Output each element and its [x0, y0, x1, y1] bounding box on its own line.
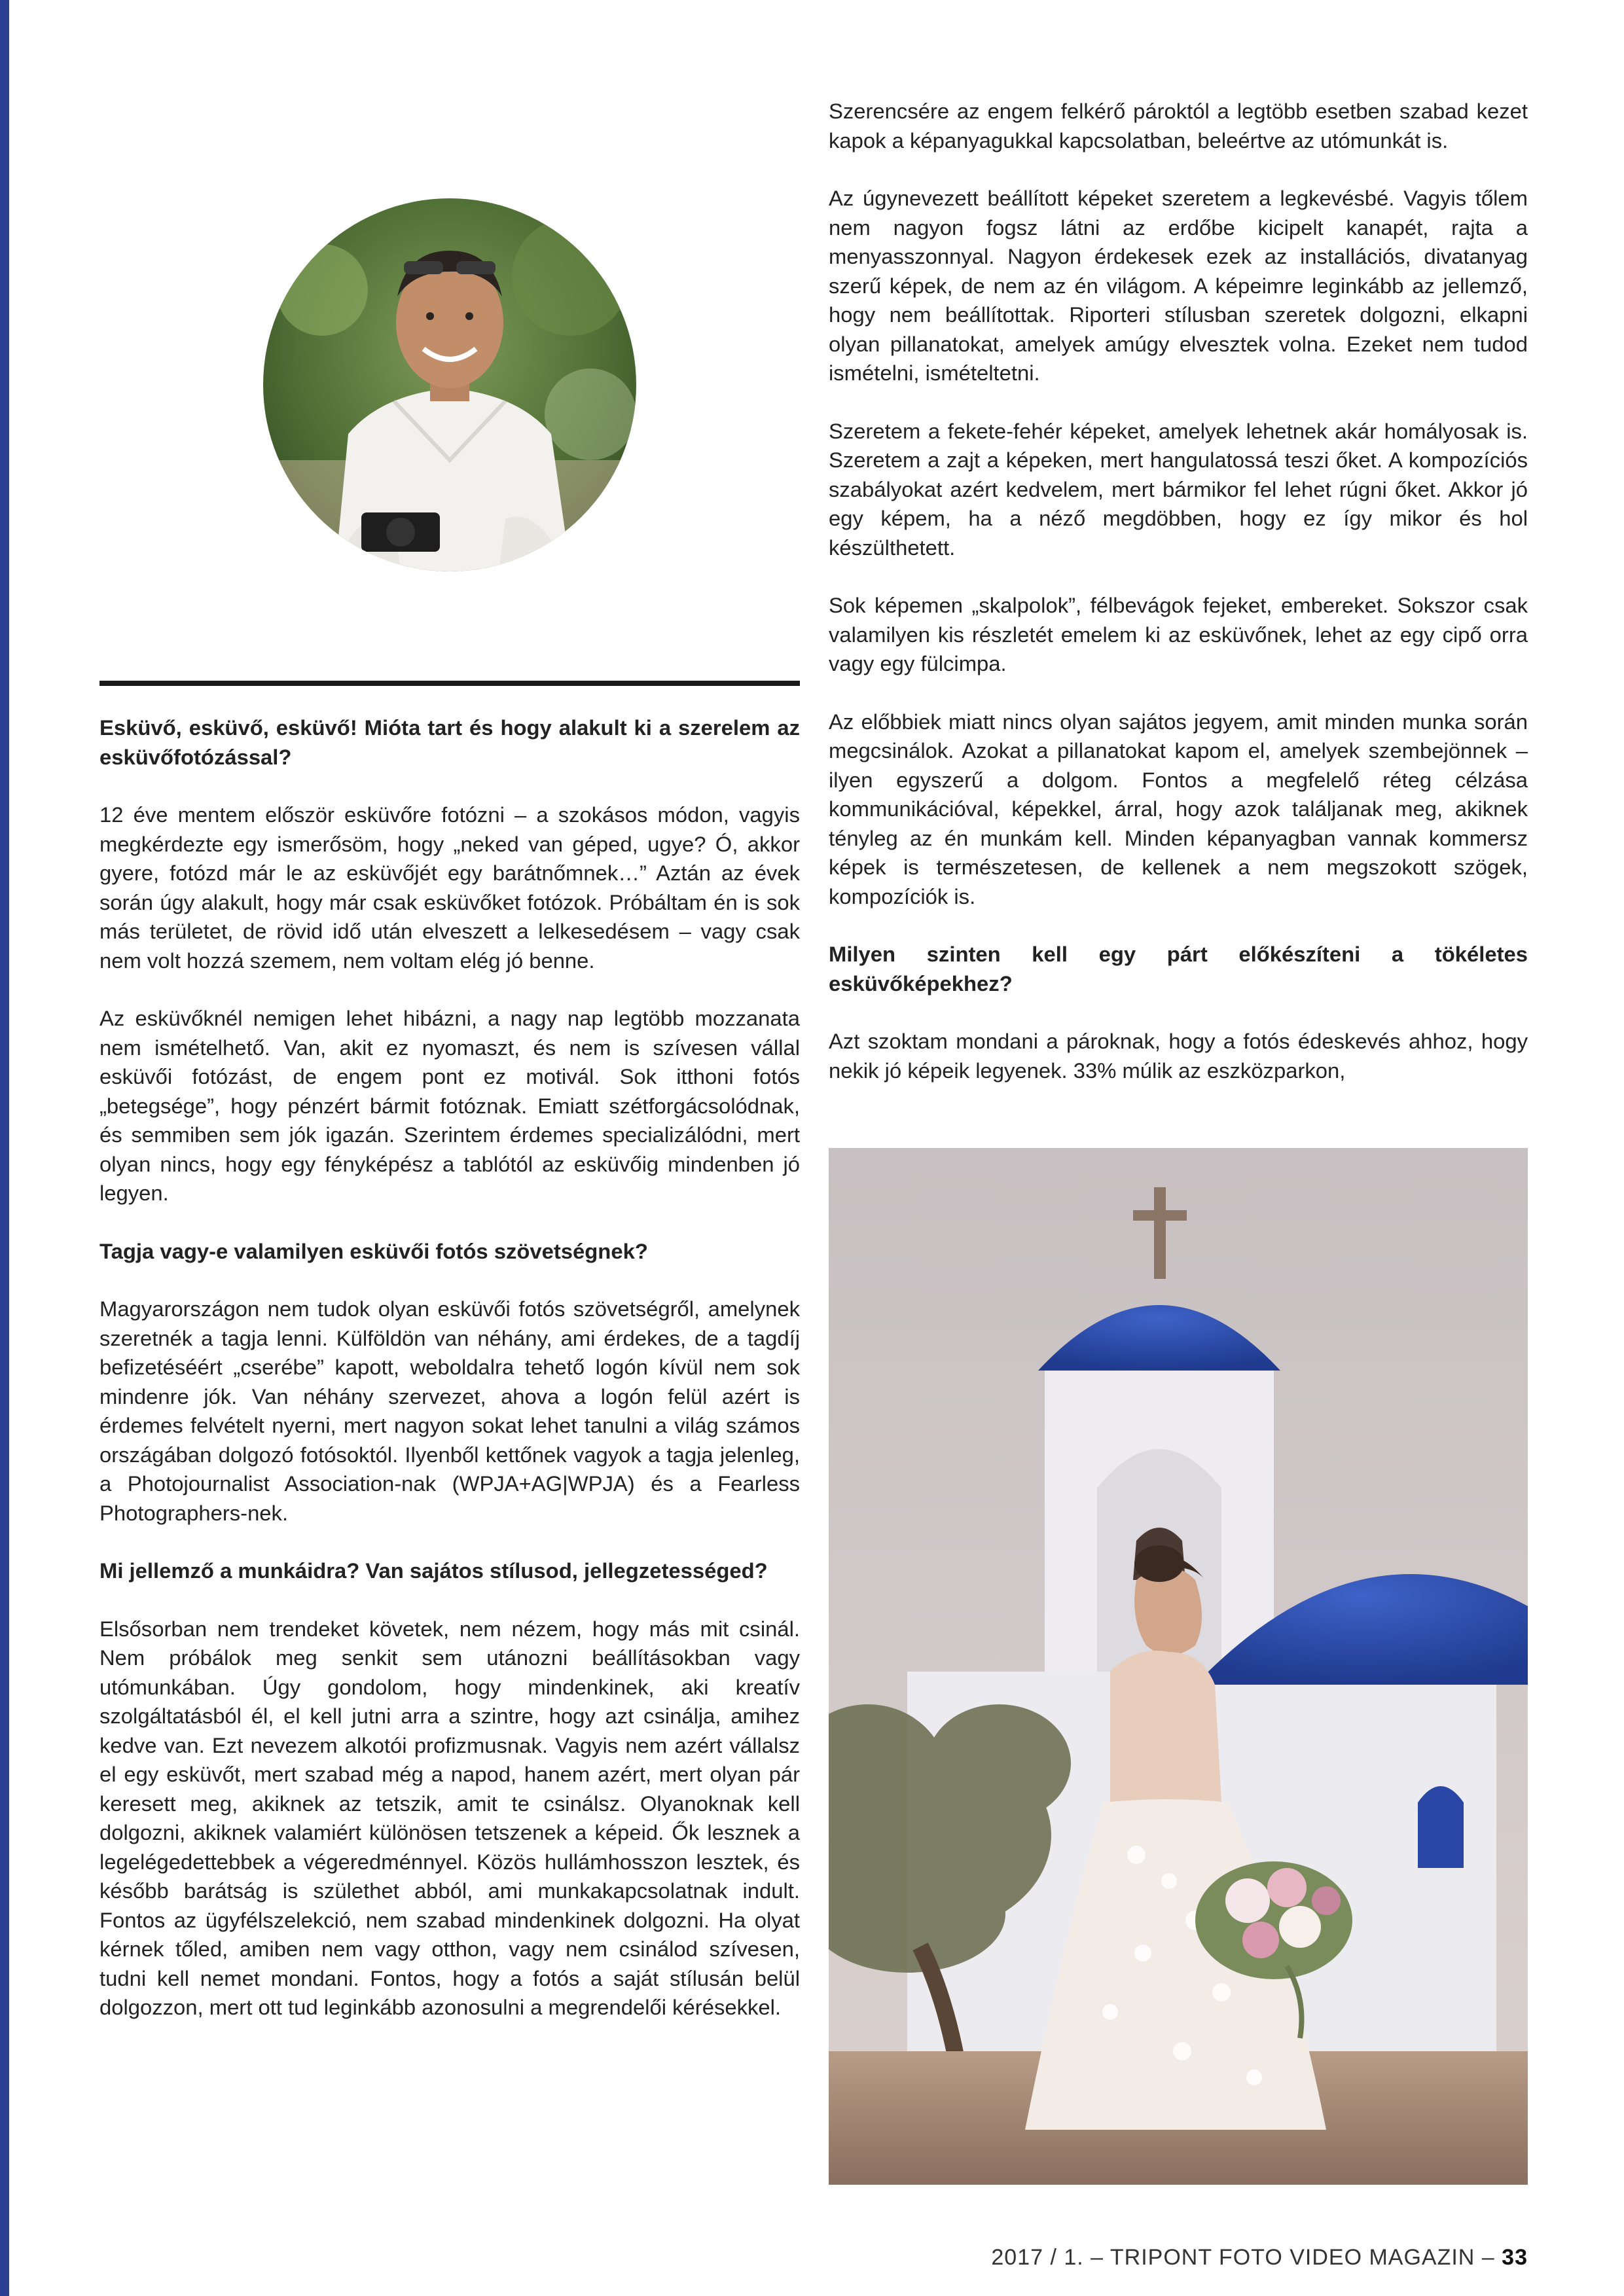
page-edge-band	[0, 0, 9, 2296]
answer-paragraph: Elsősorban nem trendeket követek, nem nézem, hogy más mit csinál. Nem próbálok meg senkit sem utánozni beállításokban vagy utómunkában. Úgy gondolom, hogy mindenkinek, aki kreatív szolgáltatásból él, el kell jutni arra a szintre, hogy azt csinálja, amihez kedve van. Ezt nevezem alkotói profizmusnak. Vagyis nem azért vállalsz el egy esküvőt, mert szabad még a napod, hanem azért, mert olyan pár keresett meg, akiknek az tetszik, amit te csinálsz. Olyanoknak kell dolgozni, akiknek valamiért különösen tetszenek a képeid. Ők lesznek a legelégedettebbek a végeredménnyel. Közös hullámhosszon lesztek, és később barátság is születhet abból, ami munkakapcsolatnak indult. Fontos az ügyfélszelekció, nem szabad mindenkinek dolgozni. Ha olyat kérnek tőled, amiben nem vagy otthon, vagy nem csinálod szívesen, tudni kell nemet mondani. Fontos, hogy a fotós a saját stílusán belül dolgozzon, mert ott tud leginkább azonosulni a megrendelői kérésekkel.	[99, 1616, 800, 2019]
answer-paragraph: 12 éve mentem először esküvőre fotózni – a szokásos módon, vagyis megkérdezte egy ismerősöm, hogy „neked van géped, ugye? Ó, akkor gyere, fotózd már le az esküvőjét egy barátnőmnek…” Aztán az évek során úgy alakult, hogy már csak esküvőket fotózok. Próbáltam én is sok más területet, de rövid idő után elveszett a lelkesedésem – vagy csak nem volt hozzá szemem, nem voltam elég jó benne.	[99, 802, 800, 973]
answer-paragraph: Szerencsére az engem felkérő pároktól a legtöbb esetben szabad kezet kapok a képanyagukkal kapcsolatban, beleértve az utómunkát is.	[829, 99, 1528, 152]
page-footer	[991, 2245, 1528, 2270]
interview-question: Tagja vagy-e valamilyen esküvői fotós szövetségnek?	[99, 1238, 648, 1263]
right-column	[829, 97, 1528, 1114]
interview-question: Esküvő, esküvő, esküvő! Mióta tart és hogy alakult ki a szerelem az esküvőfotózással?	[99, 715, 800, 769]
interview-question: Milyen szinten kell egy párt előkészíteni a tökéletes esküvőképekhez?	[829, 942, 1528, 996]
portrait-photo	[263, 198, 636, 571]
answer-paragraph: Az előbbiek miatt nincs olyan sajátos jegyem, amit minden munka során megcsinálok. Azokat a pillanatokat kapom el, amelyek szembejönnek – ilyen egyszerű a dolgom. Fontos a megfelelő réteg célzása kommunikációval, képekkel, árral, hogy azok találjanak meg, akiknek tényleg az én munkám kell. Minden képanyagban vannak kommersz képek is természetesen, de kellenek a nem megszokott szögek, kompozíciók is.	[829, 709, 1528, 908]
answer-paragraph: Magyarországon nem tudok olyan esküvői fotós szövetségről, amelynek szeretnék a tagja lenni. Külföldön van néhány, ami érdekes, de a tagdíj befizetéséért „cserébe” kapott, weboldalra tehető logón kívül nem sok mindenre jók. Van néhány szervezet, ahova a logón felül azért is érdemes felvételt nyerni, mert nagyon sokat lehet tanulni a világ számos országában dolgozó fotósoktól. Ilyenből kettőnek vagyok a tagja jelenleg, a Photojournalist Association-nak (WPJA+AG|WPJA) és a Fearless Photographers-nek.	[99, 1297, 800, 1525]
answer-paragraph: Sok képemen „skalpolok”, félbevágok fejeket, embereket. Sokszor csak valamilyen kis részletét emelem ki az esküvőnek, lehet az egy cipő orra vagy egy fülcimpa.	[829, 593, 1528, 675]
answer-paragraph: Azt szoktam mondani a pároknak, hogy a fotós édeskevés ahhoz, hogy nekik jó képeik legyenek. 33% múlik az eszközparkon,	[829, 1029, 1528, 1083]
wedding-photo	[829, 1148, 1528, 2185]
page-number: 33	[1502, 2245, 1528, 2270]
section-divider	[99, 681, 800, 686]
answer-paragraph: Az úgynevezett beállított képeket szeretem a legkevésbé. Vagyis tőlem nem nagyon fogsz látni az erdőbe kicipelt kanapét, rajta a menyasszonnyal. Nagyon érdekesek ezek az installációs, divatanyag szerű képek, de nem az én világom. A képeimre leginkább az jellemző, hogy nem beállítottak. Riporteri stílusban szeretek dolgozni, elkapni olyan pillanatokat, amelyek amúgy elvesztek volna. Ezeket nem tudod ismételni, ismételtetni.	[829, 186, 1528, 385]
left-column	[99, 713, 800, 2051]
answer-paragraph: Szeretem a fekete-fehér képeket, amelyek lehetnek akár homályosak is. Szeretem a zajt a képeken, mert hangulatossá teszi őket. A kompozíciós szabályokat azért kedvelem, mert bármikor fel lehet rúgni őket. Akkor jó egy képem, ha a néző megdöbben, hogy ez így mikor és hol készülthetett.	[829, 418, 1528, 560]
footer-issue: 2017 / 1. – TRIPONT FOTO VIDEO MAGAZIN –	[991, 2245, 1502, 2270]
interview-question: Mi jellemző a munkáidra? Van sajátos stílusod, jellegzetességed?	[99, 1558, 768, 1583]
answer-paragraph: Az esküvőknél nemigen lehet hibázni, a nagy nap legtöbb mozzanata nem ismételhető. Van, akit ez nyomaszt, és nem is szívesen vállal esküvői fotózást, de engem pont ez motivál. Sok itthoni fotós „betegsége”, hogy pénzért bármit fotóznak. Emiatt szétforgácsolódnak, és semmiben sem jók igazán. Szerintem érdemes specializálódni, mert olyan nincs, hogy egy fényképész a tablótól az esküvőig mindenben jó legyen.	[99, 1006, 800, 1205]
